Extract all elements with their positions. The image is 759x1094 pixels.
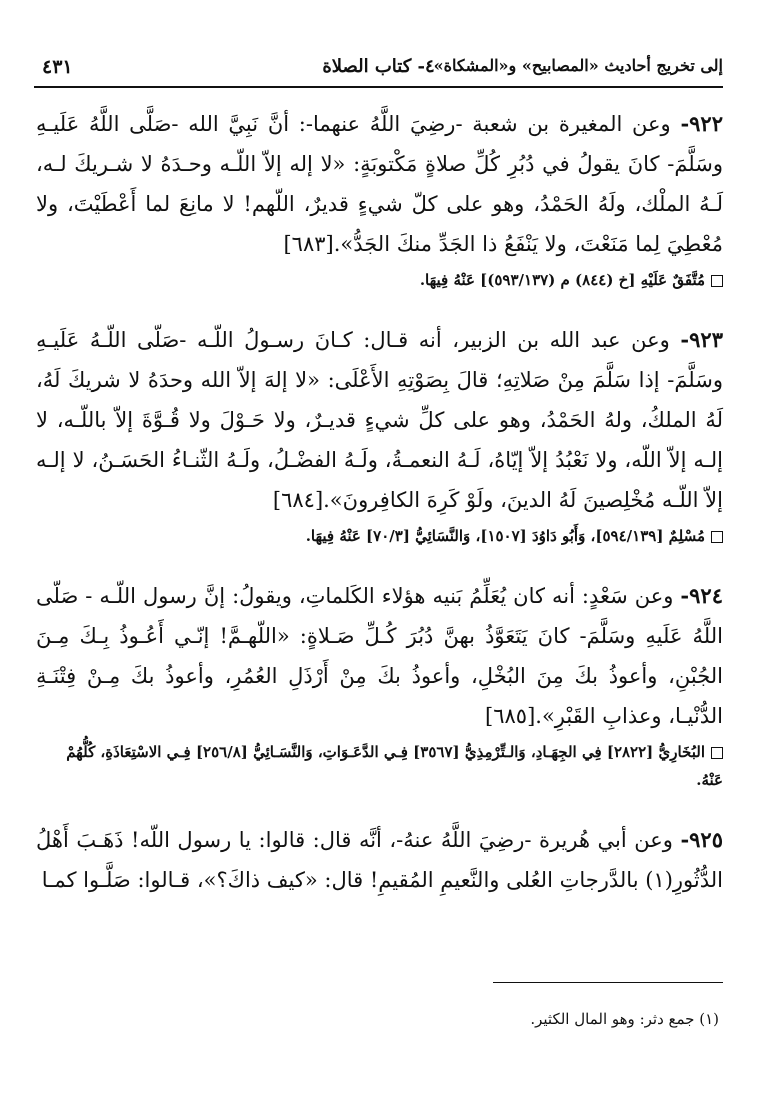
hadith-923 bbox=[36, 320, 723, 550]
hadith-text: وعن عبد الله بن الزبير، أنه قـال: كـانَ رسـولُ اللّـه -صَلّى اللّـهُ عَلَيـهِ وسَلَّمَ- إذا سَلَّمَ مِنْ صَلاتِهِ؛ قالَ بِصَوْتِهِ الأَعْلَى: «لا إلهَ إلاّ الله وحدَهُ لا شريكَ لَهُ، لَهُ الملكُ، ولهُ الحَمْدُ، وهو على كلِّ شيءٍ قديـرٌ، ولا حَـوْلَ ولا قُـوَّةَ إلاّ باللّـه، لا إلـه إلاّ اللّه، ولا نَعْبُدُ إلاّ إيّاهُ، لَـهُ النعمـةُ، ولَـهُ الفضْـلُ، ولَـهُ الثّنـاءُ الحَسَـنُ، لا إلـه إلاّ اللّـه مُخْلِصينَ لَهُ الدينَ، ولَوْ كَرِهَ الكافِرونَ».[٦٨٤] bbox=[36, 328, 723, 512]
hadith-number: ٩٢٤- bbox=[680, 583, 723, 608]
hadith-number: ٩٢٥- bbox=[680, 827, 723, 852]
hadith-number: ٩٢٢- bbox=[680, 111, 723, 136]
chapter-title: ٤- كتاب الصلاة bbox=[322, 56, 435, 77]
square-icon bbox=[711, 531, 723, 543]
hadith-924 bbox=[36, 576, 723, 794]
hadith-text: وعن أبي هُريرة -رضِيَ اللَّهُ عنهُ-، أنَّه قال: قالوا: يا رسول اللّه! ذَهَـبَ أَهْلُ الدُّثُورِ(١) بالدَّرجاتِ العُلى والنَّعيمِ المُقيمِ! قال: «كيف ذاكَ؟»، قـالوا: صَلَّـوا كمـا bbox=[36, 828, 723, 892]
square-icon bbox=[711, 747, 723, 759]
square-icon bbox=[711, 275, 723, 287]
footnote: (١) جمع دثر: وهو المال الكثير. bbox=[530, 1010, 719, 1028]
page-content bbox=[36, 104, 723, 900]
hadith-text: وعن المغيرة بن شعبة -رضِيَ اللَّهُ عنهما-: أنَّ نَبِيَّ الله -صَلَّى اللَّهُ عَلَيـهِ وسَلَّمَ- كانَ يقولُ في دُبُرِ كُلِّ صلاةٍ مَكْتوبَةٍ: «لا إله إلاّ اللّـه وحـدَهُ لا شـريكَ لـه، لَـهُ الملْك، ولَهُ الحَمْدُ، وهو على كلّ شيءٍ قديرٌ، اللّهم! لا مانِعَ لما أَعْطَيْتَ، ولا مُعْطِيَ لِما مَنَعْتَ، ولا يَنْفَعُ ذا الجَدِّ منكَ الجَدُّ».[٦٨٣] bbox=[36, 112, 723, 256]
hadith-922 bbox=[36, 104, 723, 294]
hadith-text: وعن سَعْدٍ: أنه كان يُعَلِّمُ بَنيه هؤلاء الكَلماتِ، ويقولُ: إنَّ رسول اللّـه - صَلّى اللَّهُ عَلَيهِ وسَلَّمَ- كانَ يَتَعَوَّذُ بهنَّ دُبُرَ كُـلِّ صَـلاةٍ: «اللّهـمَّ! إنّـي أَعُـوذُ بِـكَ مِـنَ الجُبْنِ، وأعوذُ بكَ مِنَ البُخْلِ، وأعوذُ بكَ مِنْ أَرْذَلِ العُمُرِ، وأعوذُ بكَ مِـنْ فِتْنَـةِ الدُّنْيـا، وعذابِ القَبْرِ».[٦٨٥] bbox=[36, 584, 723, 728]
footnote-divider bbox=[493, 982, 723, 983]
hadith-source: البُخَارِيُّ [٢٨٢٢] فِي الجِهَـادِ، وَالـتِّرْمِذِيُّ [٣٥٦٧] فِـي الدَّعَـوَاتِ، وَالنَّسَـائِيُّ [٢٥٦/٨] فِـي الاسْتِعَاذَةِ، كُلُّهُمْ عَنْهُ. bbox=[66, 743, 723, 789]
hadith-source: مُسْلِمٌ [٥٩٤/١٣٩]، وَأَبُو دَاوُدَ [١٥٠٧]، وَالنَّسَائِيُّ [٧٠/٣] عَنْهُ فِيهَا. bbox=[305, 527, 705, 545]
page-header bbox=[34, 52, 723, 88]
hadith-number: ٩٢٣- bbox=[680, 327, 723, 352]
book-title: إلى تخريج أحاديث «المصابيح» و«المشكاة» bbox=[433, 56, 723, 75]
hadith-925 bbox=[36, 820, 723, 900]
page-number: ٤٣١ bbox=[42, 56, 73, 78]
hadith-source: مُتَّفَقٌ عَلَيْهِ [خ (٨٤٤) م (٥٩٣/١٣٧)] عَنْهُ فِيهَا. bbox=[419, 271, 705, 289]
